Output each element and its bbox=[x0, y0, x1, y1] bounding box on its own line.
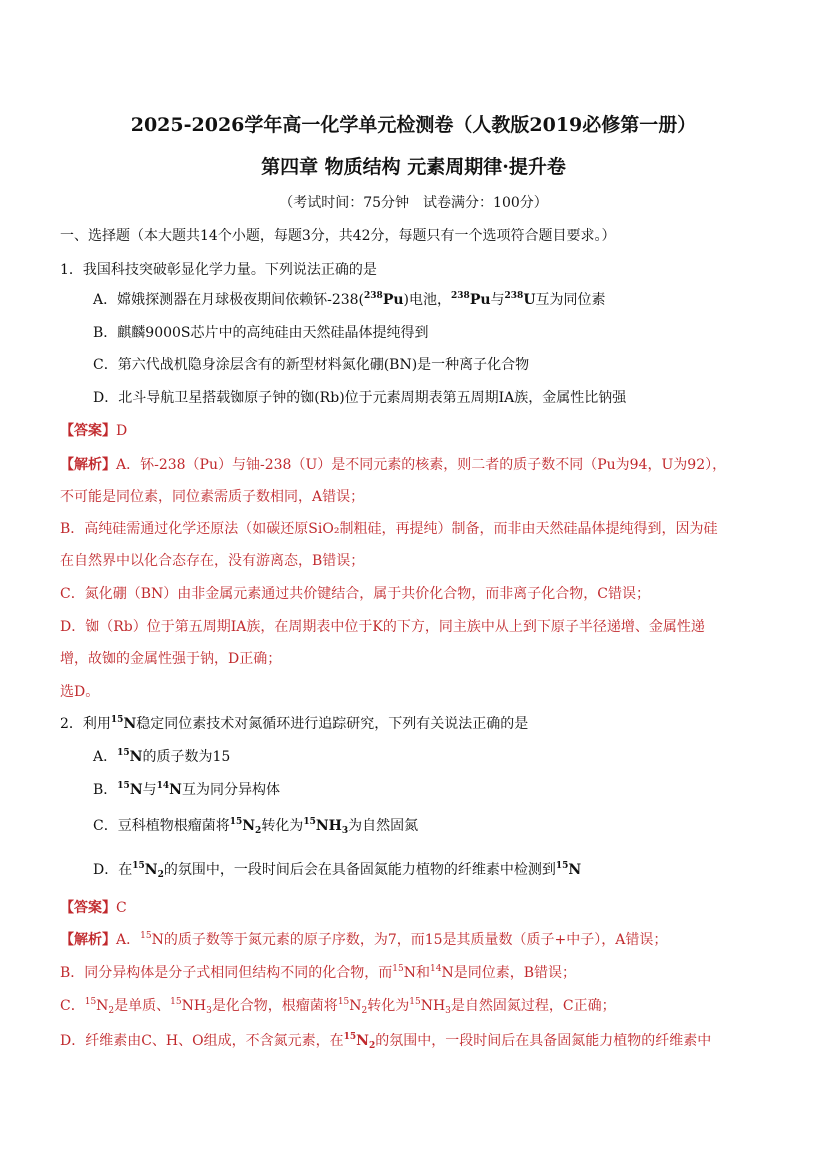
q2-option-c: C．豆科植物根瘤菌将$^{15}N_2$转化为$^{15}NH_3$为自然固氮 bbox=[93, 817, 419, 836]
q2-stem: 2．利用$^{15}$N稳定同位素技术对氮循环进行追踪研究，下列有关说法正确的是 bbox=[60, 715, 529, 732]
q1-explanation-b2: 在自然界中以化合态存在，没有游离态，B错误； bbox=[60, 553, 365, 569]
q1-explanation-d2: 增，故铷的金属性强于钠，D正确； bbox=[60, 651, 282, 667]
exam-title: 2025-2026学年高一化学单元检测卷（人教版2019必修第一册） bbox=[130, 114, 697, 136]
q1-option-d: D．北斗导航卫星搭载铷原子钟的铷(Rb)位于元素周期表第五周期IA族，金属性比钠强 bbox=[93, 390, 627, 406]
q1-option-a: A．嫦娥探测器在月球极夜期间依赖钚-238($^{238}$Pu)电池，$^{238}$Pu与$^{238}$U互为同位素 bbox=[93, 291, 606, 308]
q2-explanation-a: 【解析】A．$^{15}$N的质子数等于氮元素的原子序数，为7，而15是其质量数（质子+中子），A错误； bbox=[60, 931, 668, 948]
q2-explanation-d: D．纤维素由C、H、O组成，不含氮元素，在$^{15}N_2$的氛围中，一段时间后在具备固氮能力植物的纤维素中 bbox=[60, 1032, 712, 1051]
q1-select: 选D。 bbox=[60, 684, 100, 700]
q1-explanation-b1: B．高纯硅需通过化学还原法（如碳还原SiO₂制粗硅，再提纯）制备，而非由天然硅晶体提纯得到，因为硅 bbox=[60, 521, 718, 537]
q2-option-b: B．$^{15}$N与$^{14}$N互为同分异构体 bbox=[93, 781, 280, 798]
q1-option-c: C．第六代战机隐身涂层含有的新型材料氮化硼(BN)是一种离子化合物 bbox=[93, 357, 530, 373]
q1-stem: 1．我国科技突破彰显化学力量。下列说法正确的是 bbox=[60, 262, 377, 278]
q1-explanation-a1: 【解析】A．钚-238（Pu）与铀-238（U）是不同元素的核素，则二者的质子数不同（Pu为94，U为92）， bbox=[60, 457, 727, 473]
chapter-title: 第四章 物质结构 元素周期律·提升卷 bbox=[261, 156, 566, 178]
q2-explanation-c: C．$^{15}N_2$是单质、$^{15}NH_3$是化合物，根瘤菌将$^{15}N_2$转化为$^{15}NH_3$是自然固氮过程，C正确； bbox=[60, 997, 616, 1016]
q1-explanation-d1: D．铷（Rb）位于第五周期IA族，在周期表中位于K的下方，同主族中从上到下原子半径递增、金属性递 bbox=[60, 619, 705, 635]
q1-explanation-c: C．氮化硼（BN）由非金属元素通过共价键结合，属于共价化合物，而非离子化合物，C错误； bbox=[60, 586, 650, 602]
q2-option-d: D．在$^{15}N_2$的氛围中，一段时间后会在具备固氮能力植物的纤维素中检测到$^{15}$N bbox=[93, 861, 582, 880]
q2-answer: 【答案】C bbox=[60, 900, 127, 916]
q1-answer: 【答案】D bbox=[60, 423, 128, 439]
q1-explanation-a2: 不可能是同位素，同位素需质子数相同，A错误； bbox=[60, 489, 365, 505]
q1-option-b: B．麒麟9000S芯片中的高纯硅由天然硅晶体提纯得到 bbox=[93, 325, 429, 341]
q2-explanation-b: B．同分异构体是分子式相同但结构不同的化合物，而$^{15}$N和$^{14}$N是同位素，B错误； bbox=[60, 964, 576, 981]
q2-option-a: A．$^{15}$N的质子数为15 bbox=[93, 748, 231, 765]
exam-info: （考试时间：75分钟 试卷满分：100分） bbox=[279, 195, 548, 211]
section-heading: 一、选择题（本大题共14个小题，每题3分，共42分，每题只有一个选项符合题目要求。） bbox=[60, 228, 616, 244]
